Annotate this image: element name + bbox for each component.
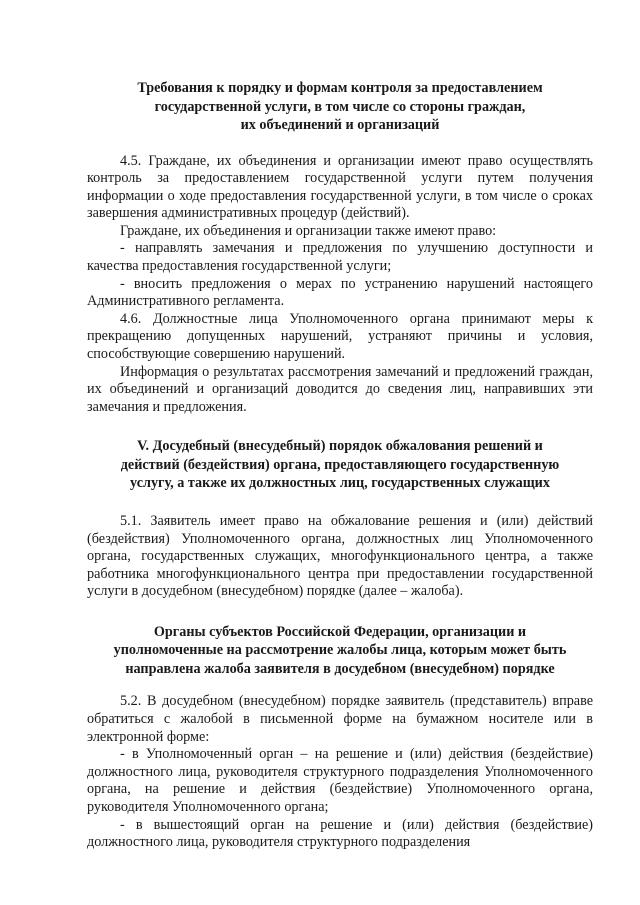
section-heading-appeal (87, 437, 593, 493)
heading-line: услугу, а также их должностных лиц, государственных служащих (130, 475, 550, 492)
heading-line: государственной услуги, в том числе со стороны граждан, (154, 98, 526, 115)
heading-line: Требования к порядку и формам контроля за предоставлением (137, 80, 543, 96)
heading-line: уполномоченные на рассмотрение жалобы лица, которым может быть (113, 642, 567, 659)
heading-line: V. Досудебный (внесудебный) порядок обжалования решений и (137, 438, 543, 455)
paragraph-5-2: 5.2. В досудебном (внесудебном) порядке заявитель (представитель) вправе обратиться с жалобой в письменной форме на бумажном носителе или в электронной форме: (87, 693, 593, 745)
paragraph-information: Информация о результатах рассмотрения замечаний и предложений граждан, их объединений и организаций доводится до сведения лиц, направивших эти замечания и предложения. (87, 363, 593, 415)
section-heading-control (87, 79, 593, 135)
paragraph-rights-intro: Граждане, их объединения и организации также имеют право: (120, 222, 497, 239)
paragraph-5-1: 5.1. Заявитель имеет право на обжалование решения и (или) действий (бездействия) Уполномоченного органа, должностных лиц Уполномоченного органа, государственных служащих, многофункционального центра, а также работника многофункционального центра при предоставлении государственной услуги в досудебном (внесудебном) порядке (далее – жалоба). (87, 512, 593, 600)
heading-line: Органы субъектов Российской Федерации, организации и (153, 623, 527, 640)
list-item-authorized-body: - в Уполномоченный орган – на решение и (или) действия (бездействие) должностного лица, руководителя структурного подразделения Уполномоченного органа, на решение и действия (бездействие) Уполномоченного органа, руководителя Уполномоченного органа; (87, 746, 593, 815)
heading-line: направлена жалоба заявителя в досудебном (внесудебном) порядке (125, 660, 555, 677)
section-heading-bodies (87, 623, 593, 679)
list-item-superior-body: - в вышестоящий орган на решение и (или) действия (бездействие) должностного лица, руководителя структурного подразделения (87, 816, 593, 851)
heading-line: их объединений и организаций (240, 117, 440, 133)
paragraph-4-6: 4.6. Должностные лица Уполномоченного органа принимают меры к прекращению допущенных нарушений, устраняют причины и условия, способствующие совершению нарушений. (87, 310, 593, 363)
heading-line: действий (бездействия) органа, предоставляющего государственную (120, 456, 560, 473)
list-item-proposals: - вносить предложения о мерах по устранению нарушений настоящего Административного регламента. (87, 275, 593, 310)
list-item-remarks: - направлять замечания и предложения по улучшению доступности и качества предоставления государственной услуги; (87, 240, 593, 275)
paragraph-4-5: 4.5. Граждане, их объединения и организации имеют право осуществлять контроль за предоставлением государственной услуги путем получения информации о ходе предоставления государственной услуги, в том числе о сроках завершения административных процедур (действий). (87, 152, 593, 222)
document-body (87, 79, 593, 852)
